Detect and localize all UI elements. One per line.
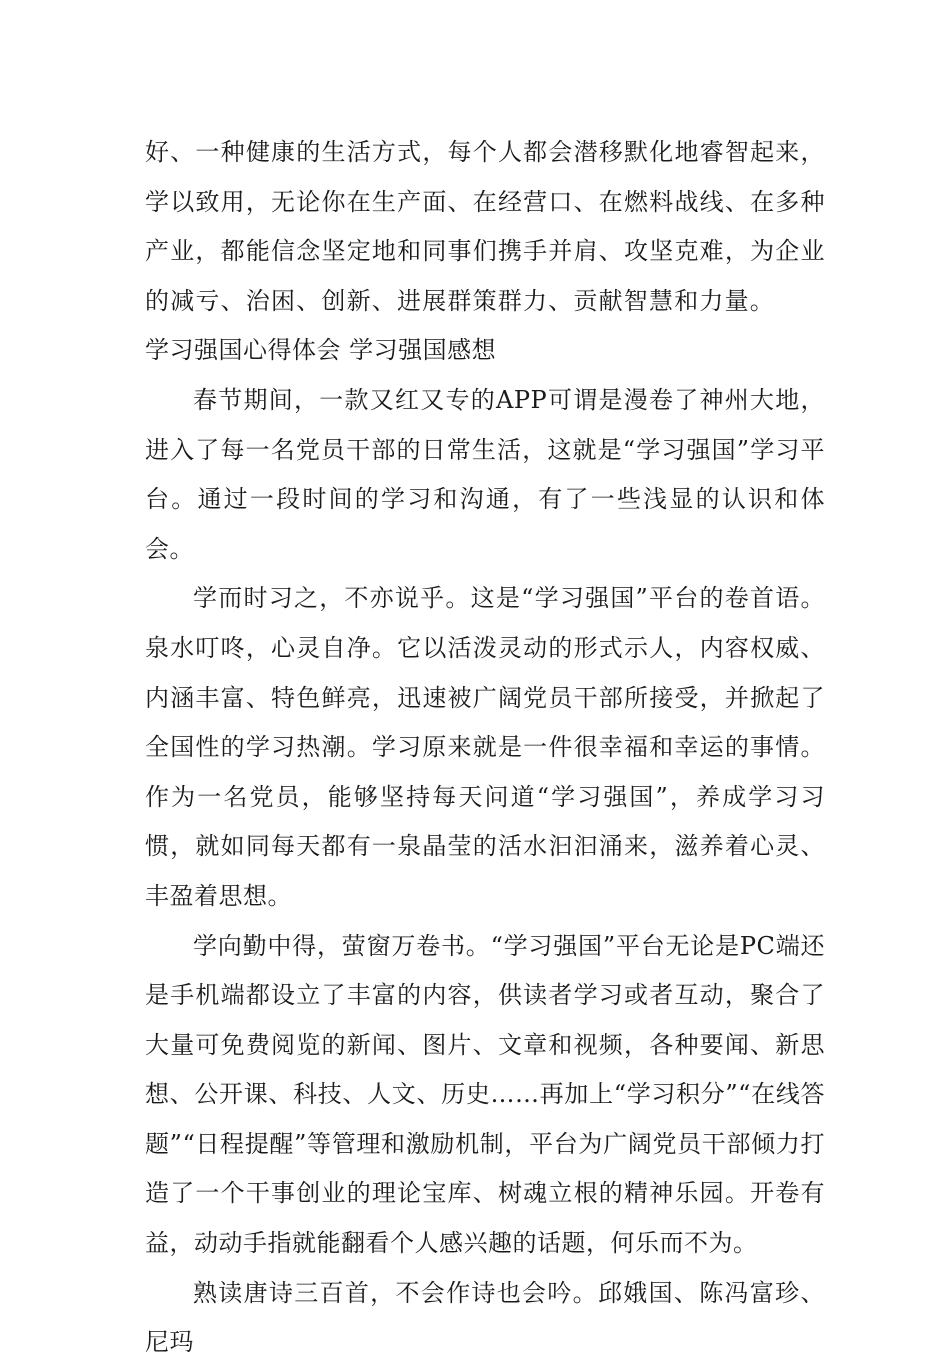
document-body xyxy=(145,128,825,1368)
section-title: 学习强国心得体会 学习强国感想 xyxy=(145,336,497,365)
paragraph: 学向勤中得，萤窗万卷书。“学习强国”平台无论是PC端还是手机端都设立了丰富的内容，供读者学习或者互动，聚合了大量可免费阅览的新闻、图片、文章和视频，各种要闻、新思想、公开课、科技、人文、历史……再加上“学习积分”“在线答题”“日程提醒”等管理和激励机制，平台为广阔党员干部倾力打造了一个干事创业的理论宝库、树魂立根的精神乐园。开卷有益，动动手指就能翻看个人感兴趣的话题，何乐而不为。 xyxy=(145,931,825,1258)
paragraph: 熟读唐诗三百首，不会作诗也会吟。邱娥国、陈冯富珍、尼玛 xyxy=(145,1278,825,1357)
paragraph: 春节期间，一款又红又专的APP可谓是漫卷了神州大地，进入了每一名党员干部的日常生活，这就是“学习强国”学习平台。通过一段时间的学习和沟通，有了一些浅显的认识和体会。 xyxy=(145,385,825,563)
paragraph-continuation xyxy=(145,128,825,376)
paragraph-text: 好、一种健康的生活方式，每个人都会潜移默化地睿智起来，学以致用，无论你在生产面、在经营口、在燃料战线、在多种产业，都能信念坚定地和同事们携手并肩、攻坚克难，为企业的减亏、治困、创新、进展群策群力、贡献智慧和力量。 xyxy=(145,138,825,315)
paragraph: 学而时习之，不亦说乎。这是“学习强国”平台的卷首语。泉水叮咚，心灵自净。它以活泼灵动的形式示人，内容权威、内涵丰富、特色鲜亮，迅速被广阔党员干部所接受，并掀起了全国性的学习热潮。学习原来就是一件很幸福和幸运的事情。作为一名党员，能够坚持每天问道“学习强国”，养成学习习惯，就如同每天都有一泉晶莹的活水汩汩涌来，滋养着心灵、丰盈着思想。 xyxy=(145,584,825,910)
